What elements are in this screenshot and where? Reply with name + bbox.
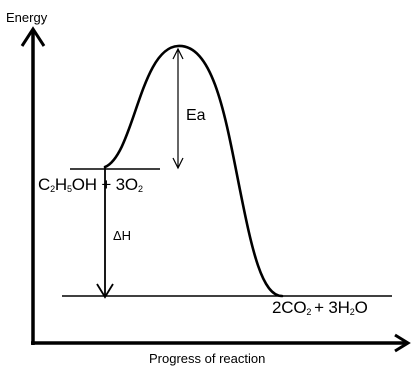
products-label — [272, 299, 368, 316]
product-water-subscript: 2 — [349, 307, 355, 317]
y-axis-label: Energy — [6, 10, 48, 25]
enthalpy-change-label: ΔH — [113, 228, 132, 243]
reactant-hydrogen: H — [54, 175, 67, 194]
x-axis-label: Progress of reaction — [149, 351, 266, 366]
reaction-energy-curve — [105, 46, 282, 296]
reactants-label — [38, 176, 143, 193]
reactant-oxygen-subscript: 2 — [137, 184, 143, 194]
product-carbon-dioxide: 2CO — [272, 298, 307, 317]
reactant-oh-oxygen: OH + 3O — [71, 175, 138, 194]
product-carbon-dioxide-subscript: 2 — [306, 307, 312, 317]
activation-energy-label: Ea — [186, 107, 206, 124]
reactant-hydrogen-subscript: 5 — [66, 184, 72, 194]
reactant-carbon-subscript: 2 — [50, 184, 55, 194]
product-water-hydrogen: + 3H — [314, 298, 350, 317]
product-water-oxygen: O — [354, 298, 368, 317]
reactant-carbon: C — [38, 175, 51, 194]
